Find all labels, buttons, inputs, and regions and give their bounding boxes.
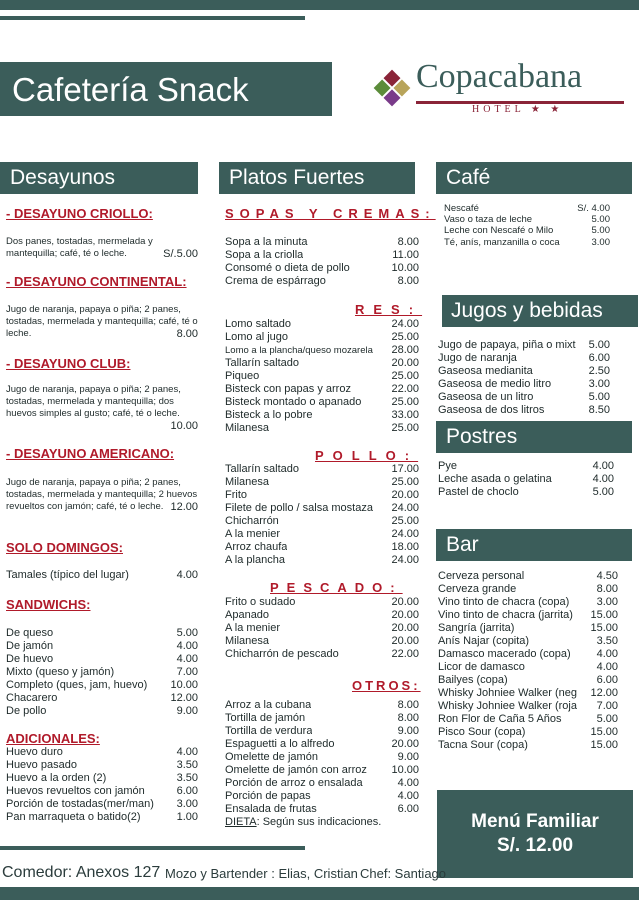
list-item: Whisky Johniee Walker (neg 12.00 bbox=[438, 687, 618, 699]
list-item: Ron Flor de Caña 5 Años 5.00 bbox=[438, 713, 618, 725]
pollo-list bbox=[225, 463, 419, 567]
list-item: A la menier 24.00 bbox=[225, 528, 419, 540]
list-item: Apanado 20.00 bbox=[225, 609, 419, 621]
list-item: Crema de espárrago 8.00 bbox=[225, 275, 419, 287]
res-title: RES: bbox=[355, 302, 423, 317]
footer-comedor: Comedor: Anexos 127 bbox=[2, 864, 161, 881]
desayuno-club-price: 10.00 bbox=[170, 420, 198, 432]
list-item: Gaseosa de un litro 5.00 bbox=[438, 391, 610, 403]
list-item: Gaseosa de medio litro 3.00 bbox=[438, 378, 610, 390]
list-item: Lomo saltado 24.00 bbox=[225, 318, 419, 330]
list-item: Sangría (jarrita) 15.00 bbox=[438, 622, 618, 634]
list-item: Porción de papas 4.00 bbox=[225, 790, 419, 802]
domingos-title: SOLO DOMINGOS: bbox=[6, 540, 123, 555]
desayuno-continental-price: 8.00 bbox=[176, 328, 198, 340]
list-item: Huevo pasado 3.50 bbox=[6, 759, 198, 771]
list-item: Cerveza personal 4.50 bbox=[438, 570, 618, 582]
desayuno-club-desc: Jugo de naranja, papaya o piña; 2 panes, tostadas, mermelada y mantequilla; dos huevos simples al gusto; café, té o leche. 10.00 bbox=[6, 384, 198, 432]
list-item: Leche asada o gelatina 4.00 bbox=[438, 473, 614, 485]
desayuno-americano-desc: Jugo de naranja, papaya o piña; 2 panes, tostadas, mermelada y mantequilla; 2 huevos revueltos con jamón; café, té o leche. 12.00 bbox=[6, 477, 198, 513]
footer-upper-line bbox=[0, 846, 305, 850]
list-item: Milanesa 20.00 bbox=[225, 635, 419, 647]
bar-header: Bar bbox=[436, 529, 632, 561]
list-item: Sopa a la criolla 11.00 bbox=[225, 249, 419, 261]
res-list bbox=[225, 318, 419, 435]
page-title: Cafetería Snack bbox=[12, 71, 249, 108]
list-item: Licor de damasco 4.00 bbox=[438, 661, 618, 673]
pollo-title: POLLO: bbox=[315, 448, 419, 463]
hotel-name: Copacabana bbox=[416, 58, 583, 95]
list-item: Omelette de jamón 9.00 bbox=[225, 751, 419, 763]
list-item: De queso 5.00 bbox=[6, 627, 198, 639]
top-band bbox=[0, 0, 639, 10]
desayuno-continental-title: - DESAYUNO CONTINENTAL: bbox=[6, 274, 187, 289]
list-item: Huevo duro 4.00 bbox=[6, 746, 198, 758]
adicionales-title: ADICIONALES: bbox=[6, 731, 100, 746]
list-item: Frito o sudado 20.00 bbox=[225, 596, 419, 608]
list-item: Vino tinto de chacra (copa) 3.00 bbox=[438, 596, 618, 608]
list-item: Tacna Sour (copa) 15.00 bbox=[438, 739, 618, 751]
list-item: Lomo al jugo 25.00 bbox=[225, 331, 419, 343]
list-item: Leche con Nescafé o Milo 5.00 bbox=[444, 225, 610, 237]
postres-list bbox=[438, 460, 614, 499]
list-item: A la plancha 24.00 bbox=[225, 554, 419, 566]
list-item: Damasco macerado (copa) 4.00 bbox=[438, 648, 618, 660]
list-item: De huevo 4.00 bbox=[6, 653, 198, 665]
list-item: Vino tinto de chacra (jarrita) 15.00 bbox=[438, 609, 618, 621]
list-item: Jugo de papaya, piña o mixt 5.00 bbox=[438, 339, 610, 351]
list-item: Lomo a la plancha/queso mozarela 28.00 bbox=[225, 344, 419, 356]
list-item: Porción de tostadas(mer/man) 3.00 bbox=[6, 798, 198, 810]
list-item: Milanesa 25.00 bbox=[225, 476, 419, 488]
list-item: Porción de arroz o ensalada 4.00 bbox=[225, 777, 419, 789]
list-item: Huevo a la orden (2) 3.50 bbox=[6, 772, 198, 784]
list-item: Nescafé S/. 4.00 bbox=[444, 203, 610, 214]
list-item: Chicharrón 25.00 bbox=[225, 515, 419, 527]
list-item: De pollo 9.00 bbox=[6, 705, 198, 717]
sandwichs-list bbox=[6, 627, 198, 718]
list-item: Ensalada de frutas 6.00 bbox=[225, 803, 419, 815]
jugos-list bbox=[438, 339, 610, 417]
list-item: Tallarín saltado 17.00 bbox=[225, 463, 419, 475]
domingos-list bbox=[6, 569, 198, 582]
cafe-header: Café bbox=[436, 162, 632, 194]
list-item: Arroz chaufa 18.00 bbox=[225, 541, 419, 553]
desayuno-americano-price: 12.00 bbox=[170, 501, 198, 513]
list-item: Gaseosa medianita 2.50 bbox=[438, 365, 610, 377]
list-item: Bisteck a lo pobre 33.00 bbox=[225, 409, 419, 421]
list-item: Cerveza grande 8.00 bbox=[438, 583, 618, 595]
list-item: Vaso o taza de leche 5.00 bbox=[444, 214, 610, 226]
footer-mozo: Mozo y Bartender : Elias, Cristian bbox=[165, 866, 358, 881]
platos-header: Platos Fuertes bbox=[219, 162, 415, 194]
list-item: Whisky Johniee Walker (roja 7.00 bbox=[438, 700, 618, 712]
list-item: Tortilla de jamón 8.00 bbox=[225, 712, 419, 724]
menu-familiar-price: S/. 12.00 bbox=[496, 835, 574, 856]
list-item: Bailyes (copa) 6.00 bbox=[438, 674, 618, 686]
bar-list bbox=[438, 570, 618, 752]
menu-familiar-box bbox=[437, 790, 633, 878]
list-item: Té, anís, manzanilla o coca 3.00 bbox=[444, 236, 610, 248]
list-item: Pan marraqueta o batido(2) 1.00 bbox=[6, 811, 198, 823]
desayuno-club-title: - DESAYUNO CLUB: bbox=[6, 356, 131, 371]
list-item: Chicharrón de pescado 22.00 bbox=[225, 648, 419, 660]
list-item: Pastel de choclo 5.00 bbox=[438, 486, 614, 498]
list-item: Chacarero 12.00 bbox=[6, 692, 198, 704]
desayunos-header: Desayunos bbox=[0, 162, 198, 194]
list-item: Gaseosa de dos litros 8.50 bbox=[438, 404, 610, 416]
postres-header: Postres bbox=[436, 421, 632, 453]
sopas-list bbox=[225, 236, 419, 288]
jugos-header: Jugos y bebidas bbox=[442, 295, 638, 327]
list-item: Piqueo 25.00 bbox=[225, 370, 419, 382]
list-item: Bisteck montado o apanado 25.00 bbox=[225, 396, 419, 408]
list-item: Completo (ques, jam, huevo) 10.00 bbox=[6, 679, 198, 691]
title-banner bbox=[0, 62, 332, 116]
list-item: Huevos revueltos con jamón 6.00 bbox=[6, 785, 198, 797]
otros-title: OTROS: bbox=[352, 678, 421, 693]
list-item: Pisco Sour (copa) 15.00 bbox=[438, 726, 618, 738]
list-item: Milanesa 25.00 bbox=[225, 422, 419, 434]
list-item: Filete de pollo / salsa mostaza 24.00 bbox=[225, 502, 419, 514]
hotel-subtitle: HOTEL ★ ★ bbox=[472, 104, 564, 115]
hotel-logo bbox=[370, 60, 630, 120]
list-item: Frito 20.00 bbox=[225, 489, 419, 501]
list-item: Tallarín saltado 20.00 bbox=[225, 357, 419, 369]
list-item: Jugo de naranja 6.00 bbox=[438, 352, 610, 364]
dieta-note: DIETA: Según sus indicaciones. bbox=[225, 816, 382, 828]
pescado-list bbox=[225, 596, 419, 661]
list-item: Anís Najar (copita) 3.50 bbox=[438, 635, 618, 647]
top-thin-band bbox=[0, 16, 305, 20]
bottom-band bbox=[0, 887, 639, 900]
cafe-list bbox=[444, 203, 610, 248]
list-item: Mixto (queso y jamón) 7.00 bbox=[6, 666, 198, 678]
desayuno-americano-title: - DESAYUNO AMERICANO: bbox=[6, 446, 175, 461]
list-item: Consomé o dieta de pollo 10.00 bbox=[225, 262, 419, 274]
desayuno-criollo-title: - DESAYUNO CRIOLLO: bbox=[6, 206, 153, 221]
list-item: De jamón 4.00 bbox=[6, 640, 198, 652]
list-item: Omelette de jamón con arroz 10.00 bbox=[225, 764, 419, 776]
diamond-logo-icon bbox=[370, 66, 414, 110]
list-item: Tamales (típico del lugar) 4.00 bbox=[6, 569, 198, 581]
list-item: Sopa a la minuta 8.00 bbox=[225, 236, 419, 248]
sandwichs-title: SANDWICHS: bbox=[6, 597, 91, 612]
footer-chef: Chef: Santiago bbox=[360, 866, 447, 881]
desayuno-continental-desc: Jugo de naranja, papaya o piña; 2 panes, tostadas, mermelada y mantequilla; café, té o leche. 8.00 bbox=[6, 304, 198, 340]
otros-list bbox=[225, 699, 419, 816]
list-item: Bisteck con papas y arroz 22.00 bbox=[225, 383, 419, 395]
sopas-title: SOPAS Y CREMAS: bbox=[225, 206, 436, 221]
list-item: Pye 4.00 bbox=[438, 460, 614, 472]
pescado-title: PESCADO: bbox=[270, 580, 403, 595]
desayuno-criollo-desc: Dos panes, tostadas, mermelada y mantequilla; café, té o leche. S/.5.00 bbox=[6, 236, 198, 260]
list-item: Tortilla de verdura 9.00 bbox=[225, 725, 419, 737]
menu-familiar-title: Menú Familiar bbox=[471, 811, 599, 832]
list-item: Espaguetti a lo alfredo 20.00 bbox=[225, 738, 419, 750]
list-item: A la menier 20.00 bbox=[225, 622, 419, 634]
adicionales-list bbox=[6, 746, 198, 824]
desayuno-criollo-price: S/.5.00 bbox=[163, 248, 198, 260]
list-item: Arroz a la cubana 8.00 bbox=[225, 699, 419, 711]
